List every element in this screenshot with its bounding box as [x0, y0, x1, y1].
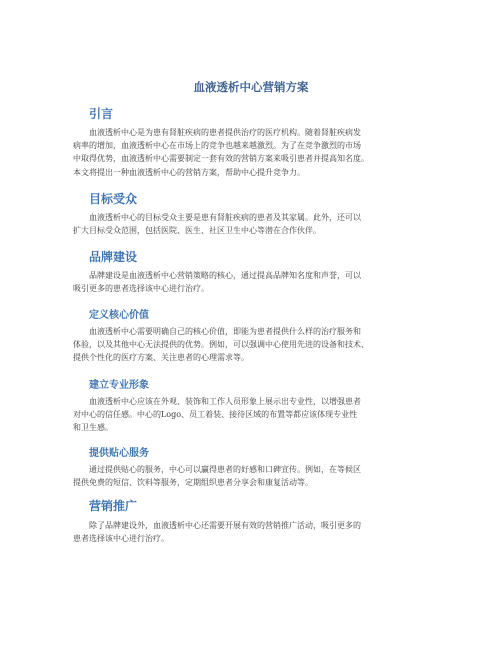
- section-paragraph-target-audience: [73, 211, 403, 237]
- document-title: 血液透析中心营销方案: [193, 80, 309, 94]
- subsection-paragraph-core-value: [73, 325, 403, 365]
- paragraph-line: 吸引更多的患者选择该中心进行治疗。: [73, 284, 209, 294]
- paragraph-line: 对中心的信任感。中心的Logo、员工着装、接待区域的布置等都应该体现专业性: [73, 410, 358, 420]
- paragraph-line: 血液透析中心的目标受众主要是患有肾脏疾病的患者及其家属。此外，还可以: [89, 213, 361, 222]
- subsection-paragraph-professional-image: [73, 395, 403, 435]
- paragraph-line: 品牌建设是血液透析中心营销策略的核心，通过提高品牌知名度和声誉，可以: [89, 271, 361, 280]
- section-heading-target-audience: 目标受众: [89, 192, 138, 206]
- subsection-heading-caring-service: 提供贴心服务: [89, 448, 149, 459]
- section-paragraph-brand-building: [73, 269, 403, 295]
- paragraph-line: 扩大目标受众范围，包括医院、医生、社区卫生中心等潜在合作伙伴。: [73, 226, 321, 236]
- paragraph-line: 提供个性化的医疗方案、关注患者的心理需求等。: [73, 353, 249, 363]
- section-paragraph-introduction: [73, 126, 403, 179]
- paragraph-line: 中取得优势，血液透析中心需要制定一套有效的营销方案来吸引患者并提高知名度。: [73, 154, 369, 164]
- section-paragraph-marketing-promotion: [73, 519, 403, 545]
- section-heading-brand-building: 品牌建设: [89, 250, 138, 264]
- paragraph-line: 患者选择该中心进行治疗。: [73, 534, 169, 544]
- section-heading-introduction: 引言: [89, 107, 114, 121]
- paragraph-line: 血液透析中心需要明确自己的核心价值，即能为患者提供什么样的治疗服务和: [89, 327, 361, 336]
- paragraph-line: 体验，以及其他中心无法提供的优势。例如，可以强调中心使用先进的设备和技术、: [73, 340, 369, 350]
- subsection-heading-professional-image: 建立专业形象: [89, 380, 149, 391]
- paragraph-line: 血液透析中心是为患有肾脏疾病的患者提供治疗的医疗机构。随着肾脏疾病发: [89, 128, 361, 137]
- paragraph-line: 血液透析中心应该在外观、装饰和工作人员形象上展示出专业性，以增强患者: [89, 397, 361, 406]
- paragraph-line: 和卫生感。: [73, 423, 113, 433]
- paragraph-line: 病率的增加，血液透析中心在市场上的竞争也越来越激烈。为了在竞争激烈的市场: [73, 141, 361, 151]
- subsection-paragraph-caring-service: [73, 463, 403, 489]
- paragraph-line: 通过提供贴心的服务，中心可以赢得患者的好感和口碑宣传。例如，在等候区: [89, 465, 361, 474]
- paragraph-line: 本文将提出一种血液透析中心的营销方案，帮助中心提升竞争力。: [73, 167, 305, 177]
- paragraph-line: 除了品牌建设外，血液透析中心还需要开展有效的营销推广活动，吸引更多的: [89, 521, 361, 530]
- section-heading-marketing-promotion: 营销推广: [89, 499, 138, 513]
- subsection-heading-core-value: 定义核心价值: [89, 310, 149, 321]
- paragraph-line: 提供免费的短信、饮料等服务，定期组织患者分享会和康复活动等。: [73, 478, 313, 488]
